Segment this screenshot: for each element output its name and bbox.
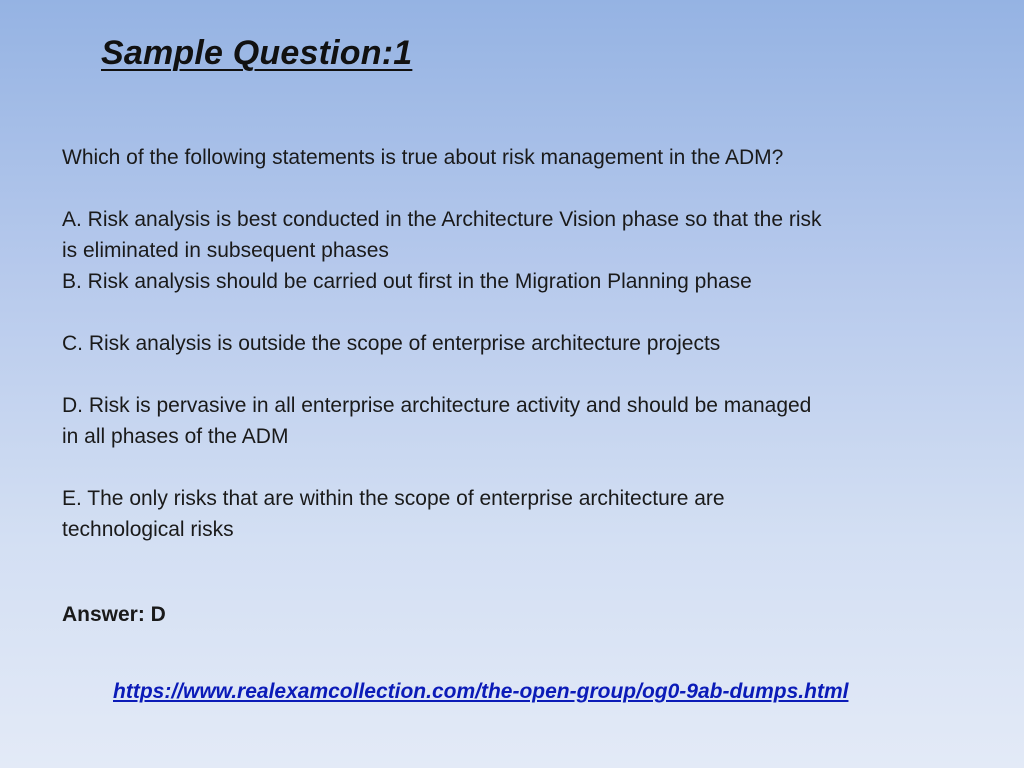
- option-a-line-1: A. Risk analysis is best conducted in the Architecture Vision phase so that the risk: [62, 208, 822, 231]
- question-block: [62, 142, 922, 545]
- option-d-line-1: D. Risk is pervasive in all enterprise architecture activity and should be managed: [62, 394, 812, 417]
- option-b: B. Risk analysis should be carried out first in the Migration Planning phase: [62, 270, 752, 293]
- exam-collection-link[interactable]: https://www.realexamcollection.com/the-open-group/og0-9ab-dumps.html: [113, 680, 849, 703]
- option-d-line-2: in all phases of the ADM: [62, 425, 289, 448]
- slide-title: Sample Question:1: [101, 34, 413, 72]
- option-c: C. Risk analysis is outside the scope of enterprise architecture projects: [62, 332, 721, 355]
- option-e-line-1: E. The only risks that are within the scope of enterprise architecture are: [62, 487, 725, 510]
- option-a-line-2: is eliminated in subsequent phases: [62, 239, 389, 262]
- answer-text: Answer: D: [62, 603, 166, 626]
- question-text: Which of the following statements is true about risk management in the ADM?: [62, 146, 784, 169]
- option-e-line-2: technological risks: [62, 518, 234, 541]
